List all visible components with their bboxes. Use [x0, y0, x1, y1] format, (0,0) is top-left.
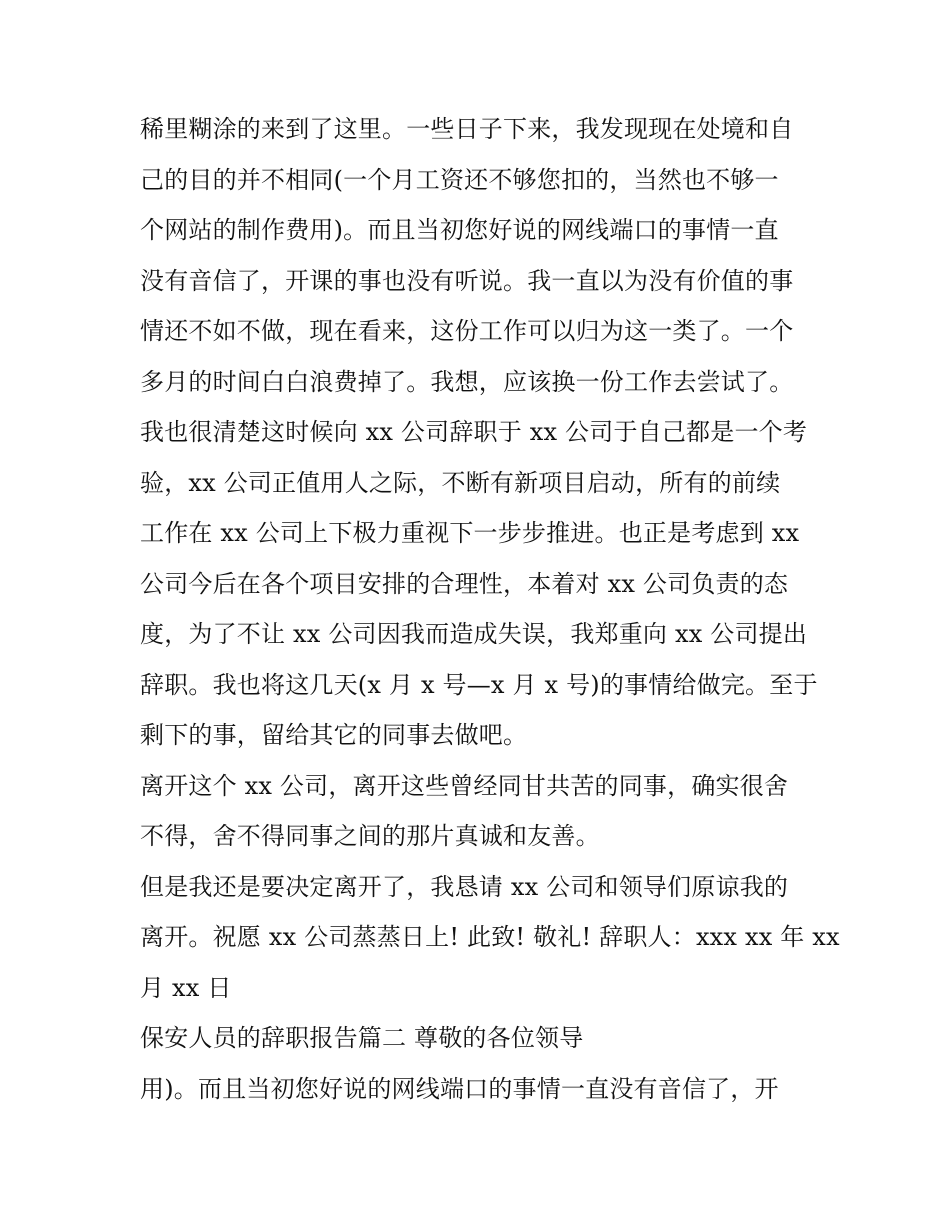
text-line: 公司今后在各个项目安排的合理性，本着对 xx 公司负责的态 — [140, 569, 789, 598]
text-line: 情还不如不做，现在看来，这份工作可以归为这一类了。一个 — [140, 317, 794, 345]
text-line: 己的目的并不相同(一个月工资还不够您扣的，当然也不够一 — [140, 165, 779, 194]
text-line: 剩下的事，留给其它的同事去做吧。 — [140, 721, 528, 749]
text-line: 度，为了不让 xx 公司因我而造成失误，我郑重向 xx 公司提出 — [140, 620, 808, 648]
document-body — [140, 104, 840, 1114]
text-line: 没有音信了，开课的事也没有听说。我一直以为没有价值的事 — [140, 266, 794, 295]
text-line: 月 xx 日 — [140, 973, 232, 1002]
text-line: 不得，舍不得同事之间的那片真诚和友善。 — [140, 822, 600, 850]
text-line: 但是我还是要决定离开了，我恳请 xx 公司和领导们原谅我的 — [140, 872, 789, 901]
text-line: 离开。祝愿 xx 公司蒸蒸日上! 此致! 敬礼! 辞职人：xxx xx 年 xx — [140, 923, 840, 951]
text-line: 验，xx 公司正值用人之际，不断有新项目启动，所有的前续 — [140, 468, 781, 497]
text-line: 辞职。我也将这几天(x 月 x 号—x 月 x 号)的事情给做完。至于 — [140, 670, 818, 699]
section-heading: 保安人员的辞职报告篇二 尊敬的各位领导 — [140, 1024, 584, 1052]
text-line: 个网站的制作费用)。而且当初您好说的网线端口的事情一直 — [140, 216, 779, 244]
text-line: 多月的时间白白浪费掉了。我想，应该换一份工作去尝试了。 — [140, 367, 794, 396]
text-line: 稀里糊涂的来到了这里。一些日子下来，我发现现在处境和自 — [140, 115, 794, 143]
text-line: 工作在 xx 公司上下极力重视下一步步推进。也正是考虑到 xx — [140, 519, 800, 547]
text-line: 我也很清楚这时候向 xx 公司辞职于 xx 公司于自己都是一个考 — [140, 418, 808, 446]
text-line: 用)。而且当初您好说的网线端口的事情一直没有音信了，开 — [140, 1074, 779, 1103]
text-line: 离开这个 xx 公司，离开这些曾经同甘共苦的同事，确实很舍 — [140, 771, 789, 800]
